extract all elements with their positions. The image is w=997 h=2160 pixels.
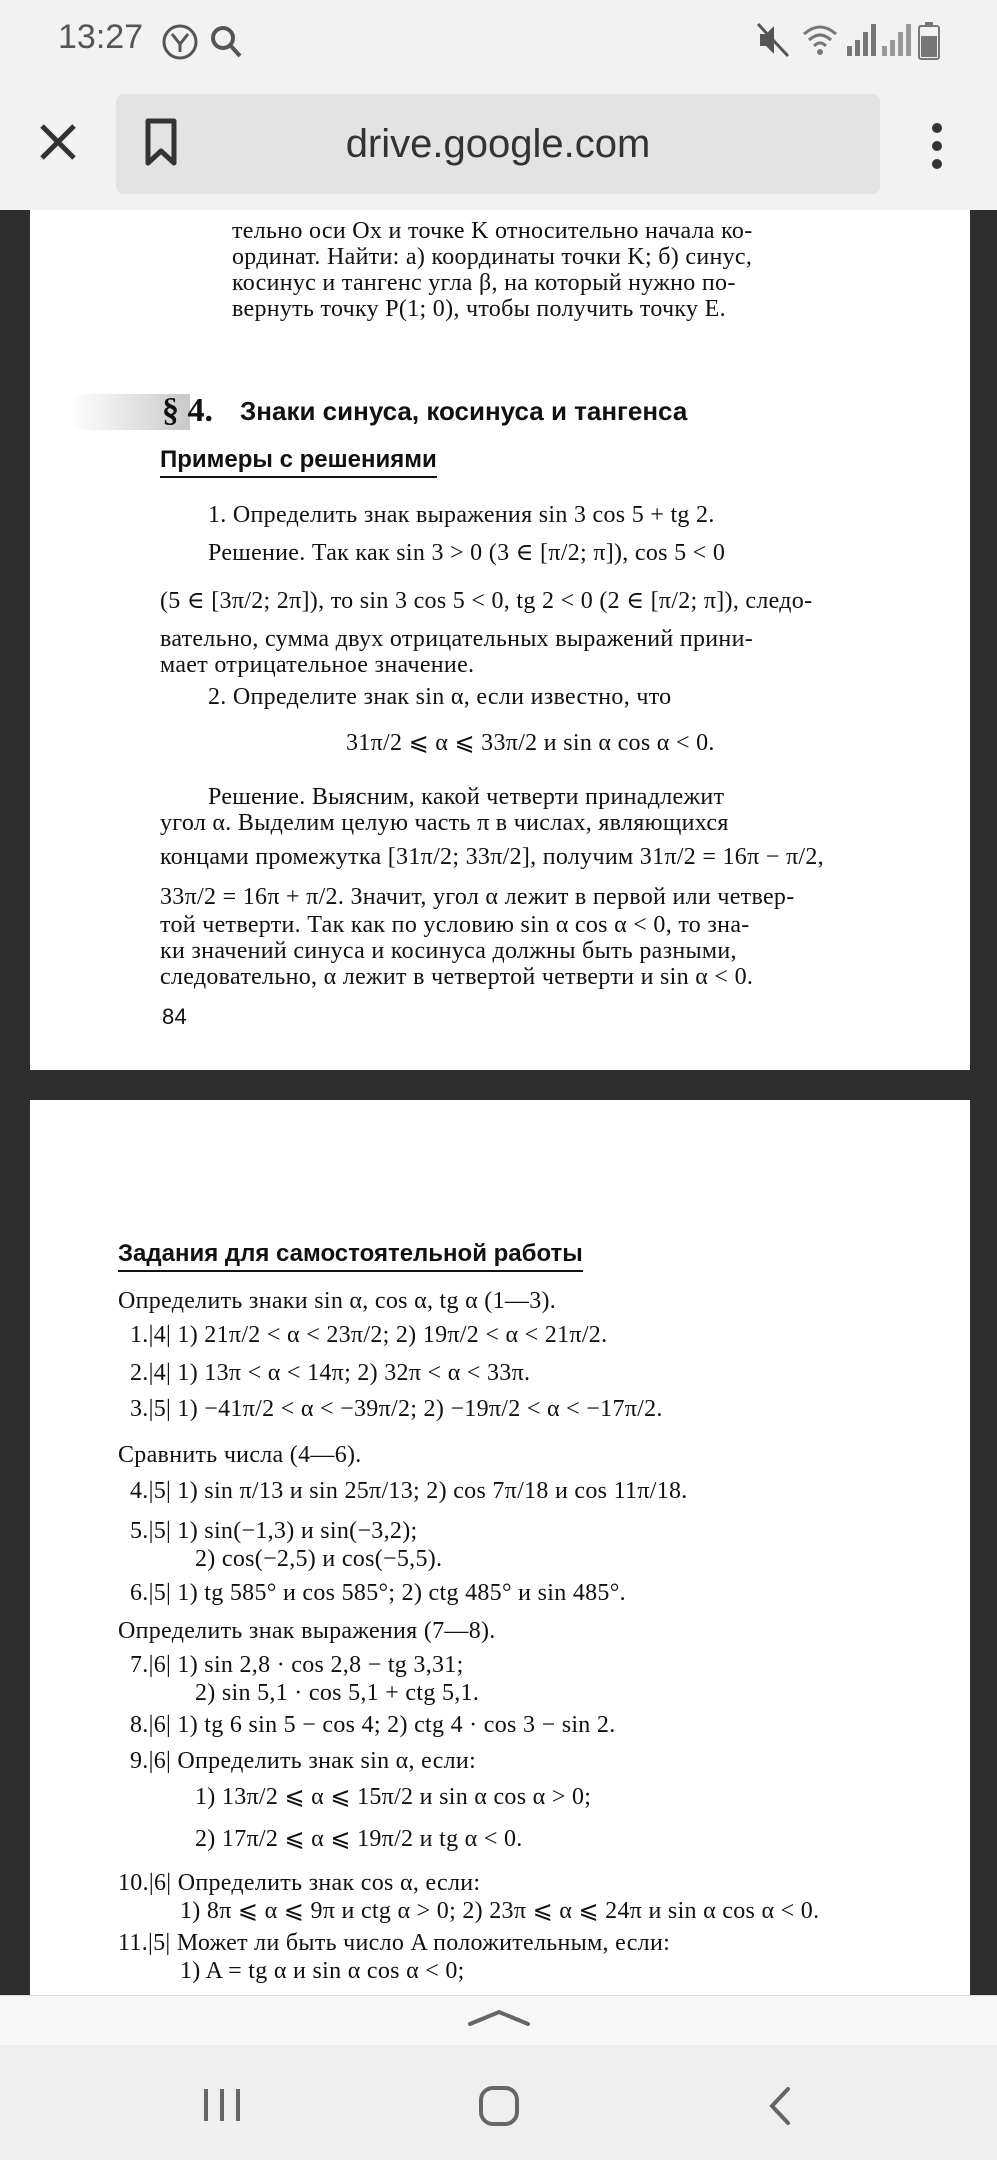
- text-line: 33π/2 = 16π + π/2. Значит, угол α лежит в первой или четвер-: [160, 884, 795, 910]
- exercise-line: 1) 13π/2 ⩽ α ⩽ 15π/2 и sin α cos α > 0;: [195, 1784, 592, 1810]
- system-navigation-bar: [0, 2045, 997, 2160]
- recent-apps-icon[interactable]: [200, 2087, 244, 2123]
- text-line: 1. Определить знак выражения sin 3 cos 5 + tg 2.: [208, 502, 715, 528]
- back-icon[interactable]: [766, 2085, 794, 2127]
- exercise-line: 3.|5| 1) −41π/2 < α < −39π/2; 2) −19π/2 < α < −17π/2.: [130, 1396, 663, 1422]
- bottom-sheet-handle[interactable]: [0, 1995, 997, 2045]
- text-line: косинус и тангенс угла β, на который нужно по-: [232, 270, 736, 296]
- document-page-85: [30, 1100, 970, 1995]
- status-bar: [0, 0, 997, 80]
- signal-icon-2: [880, 22, 912, 58]
- search-icon: [208, 22, 244, 62]
- text-line: вернуть точку P(1; 0), чтобы получить точку E.: [232, 296, 726, 322]
- page-number: 84: [162, 1004, 188, 1029]
- text-line: вательно, сумма двух отрицательных выражений прини-: [160, 626, 753, 652]
- exercise-line: 2) cos(−2,5) и cos(−5,5).: [195, 1546, 443, 1572]
- battery-icon: [918, 22, 940, 60]
- exercise-line: 2) 17π/2 ⩽ α ⩽ 19π/2 и tg α < 0.: [195, 1826, 523, 1852]
- text-line: Определить знак выражения (7—8).: [118, 1618, 496, 1644]
- text-line: Определить знаки sin α, cos α, tg α (1—3).: [118, 1288, 557, 1314]
- section-number: § 4.: [162, 392, 213, 429]
- exercise-line: 9.|6| Определить знак sin α, если:: [130, 1748, 477, 1774]
- section-title: Знаки синуса, косинуса и тангенса: [240, 396, 688, 426]
- exercise-line: 11.|5| Может ли быть число A положительным, если:: [118, 1930, 671, 1956]
- text-line: концами промежутка [31π/2; 33π/2], получим 31π/2 = 16π − π/2,: [160, 844, 824, 870]
- document-page-84: [30, 210, 970, 1070]
- text-line: Решение. Так как sin 3 > 0 (3 ∈ [π/2; π]), cos 5 < 0: [208, 540, 726, 566]
- signal-icon-1: [845, 22, 877, 58]
- url-bar[interactable]: [116, 94, 880, 194]
- home-icon[interactable]: [478, 2085, 520, 2127]
- text-line: (5 ∈ [3π/2; 2π]), то sin 3 cos 5 < 0, tg 2 < 0 (2 ∈ [π/2; π]), следо-: [160, 588, 813, 614]
- exercises-heading: Задания для самостоятельной работы: [118, 1240, 583, 1272]
- close-icon[interactable]: [38, 122, 78, 162]
- status-time: 13:27: [58, 18, 144, 56]
- sync-icon: [160, 22, 200, 62]
- exercise-line: 1) 8π ⩽ α ⩽ 9π и ctg α > 0; 2) 23π ⩽ α ⩽ 24π и sin α cos α < 0.: [180, 1898, 820, 1924]
- exercise-line: 10.|6| Определить знак cos α, если:: [118, 1870, 481, 1896]
- more-options-icon[interactable]: [925, 120, 949, 172]
- exercise-line: 4.|5| 1) sin π/13 и sin 25π/13; 2) cos 7π/18 и cos 11π/18.: [130, 1478, 688, 1504]
- text-line: тельно оси Ox и точке K относительно начала ко-: [232, 218, 753, 244]
- exercise-line: 5.|5| 1) sin(−1,3) и sin(−3,2);: [130, 1518, 418, 1544]
- text-line: той четверти. Так как по условию sin α cos α < 0, то зна-: [160, 912, 750, 938]
- text-line: Сравнить числа (4—6).: [118, 1442, 362, 1468]
- wifi-icon: [800, 22, 840, 58]
- examples-heading: Примеры с решениями: [160, 446, 437, 478]
- exercise-line: 8.|6| 1) tg 6 sin 5 − cos 4; 2) ctg 4 · cos 3 − sin 2.: [130, 1712, 616, 1738]
- url-text: drive.google.com: [345, 122, 651, 166]
- text-line: 2. Определите знак sin α, если известно, что: [208, 684, 672, 710]
- text-line: Решение. Выясним, какой четверти принадлежит: [208, 784, 725, 810]
- exercise-line: 1) A = tg α и sin α cos α < 0;: [180, 1958, 465, 1984]
- mute-icon: [756, 22, 790, 58]
- exercise-line: 1.|4| 1) 21π/2 < α < 23π/2; 2) 19π/2 < α < 21π/2.: [130, 1322, 608, 1348]
- exercise-line: 7.|6| 1) sin 2,8 · cos 2,8 − tg 3,31;: [130, 1652, 464, 1678]
- text-line: ки значений синуса и косинуса должны быть разными,: [160, 938, 737, 964]
- exercise-line: 6.|5| 1) tg 585° и cos 585°; 2) ctg 485° и sin 485°.: [130, 1580, 626, 1606]
- text-line: мает отрицательное значение.: [160, 652, 475, 678]
- exercise-line: 2) sin 5,1 · cos 5,1 + ctg 5,1.: [195, 1680, 480, 1706]
- exercise-line: 2.|4| 1) 13π < α < 14π; 2) 32π < α < 33π.: [130, 1360, 531, 1386]
- chevron-up-icon[interactable]: [466, 2006, 532, 2030]
- browser-toolbar: [0, 80, 997, 210]
- text-line: угол α. Выделим целую часть π в числах, являющихся: [160, 810, 729, 836]
- document-viewer[interactable]: [0, 210, 997, 1995]
- text-line: 31π/2 ⩽ α ⩽ 33π/2 и sin α cos α < 0.: [346, 730, 715, 756]
- text-line: ординат. Найти: а) координаты точки K; б) синус,: [232, 244, 753, 270]
- text-line: следовательно, α лежит в четвертой четверти и sin α < 0.: [160, 964, 754, 990]
